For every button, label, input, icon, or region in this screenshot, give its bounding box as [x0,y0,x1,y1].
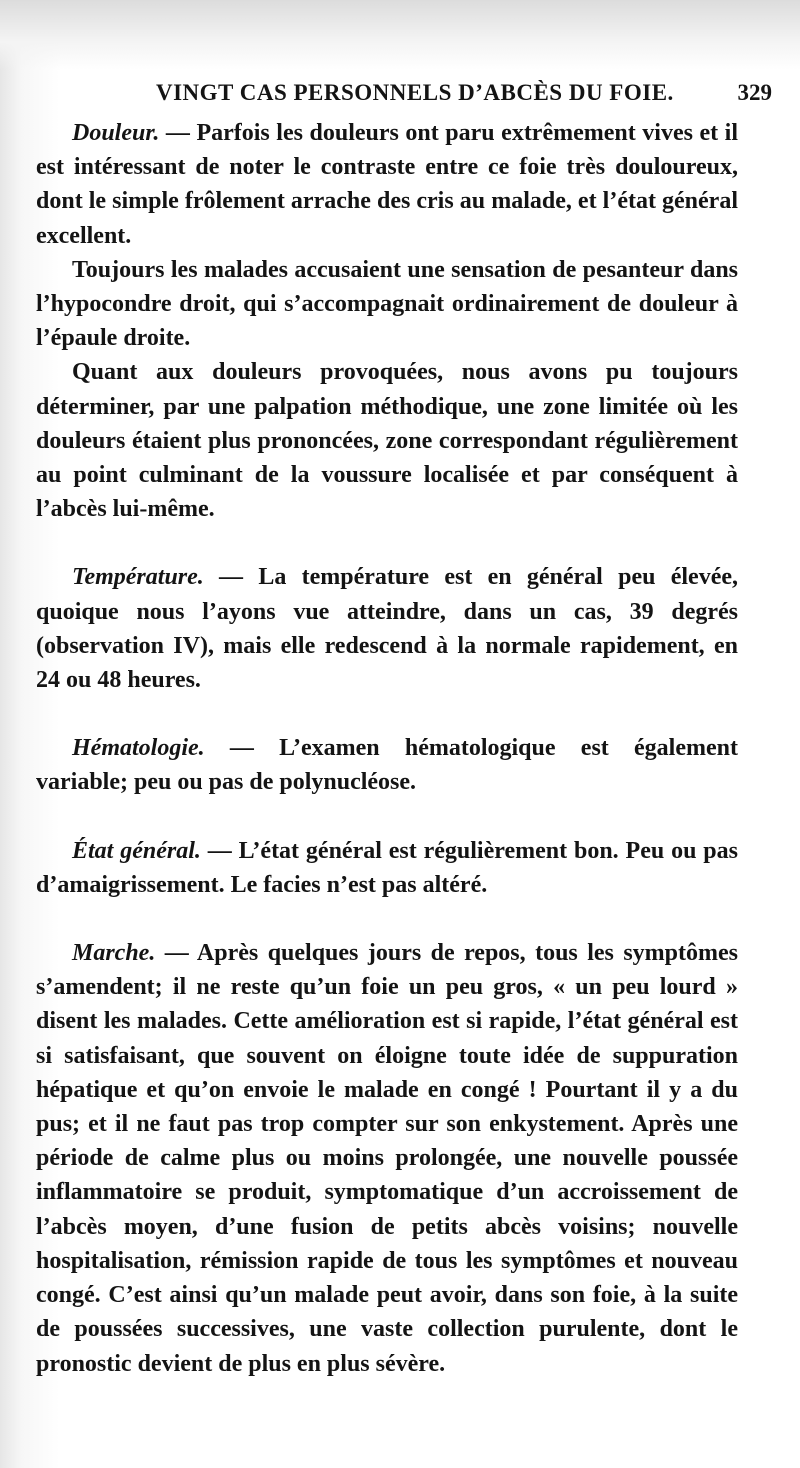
page-number: 329 [737,80,772,105]
body-text [36,116,738,1381]
paragraph-temperature [36,560,738,697]
paragraph-etat-general [36,834,738,902]
run-in-heading: Marche. [72,940,156,967]
paragraph-text: Quant aux douleurs provoquées, nous avons pu toujours déterminer, par une palpation méthodique, une zone limitée où les douleurs étaient plus prononcées, zone correspondant régulièrement au point culminant de la voussure localisée et par conséquent à l’abcès lui-même. [36,359,738,523]
paragraph-douleur [36,116,738,253]
paragraph-douleurs-provoquees [36,355,738,526]
paragraph-text: — Après quelques jours de repos, tous les symptômes s’amendent; il ne reste qu’un foie un peu gros, « un peu lourd » disent les malades. Cette amélioration est si rapide, l’état général est si satisfaisant, que souvent on éloigne toute idée de suppuration hépatique et qu’on envoie le malade en congé ! Pourtant il y a du pus; et il ne faut pas trop compter sur son enkystement. Après une période de calme plus ou moins prolongée, une nouvelle poussée inflammatoire se produit, symptomatique d’un accroissement de l’abcès moyen, d’une fusion de petits abcès voisins; nouvelle hospitalisation, rémission rapide de tous les symptômes et nouveau congé. C’est ainsi qu’un malade peut avoir, dans son foie, à la suite de poussées successives, une vaste collection purulente, dont le pronostic devient de plus en plus sévère. [36,940,738,1377]
paragraph-text: — La température est en général peu élevée, quoique nous l’ayons vue atteindre, dans un cas, 39 degrés (observation IV), mais elle redescend à la normale rapidement, en 24 ou 48 heures. [36,564,738,694]
run-in-heading: Température. [72,564,204,591]
run-in-heading: Hématologie. [72,735,205,762]
paragraph-text: Toujours les malades accusaient une sensation de pesanteur dans l’hypocondre droit, qui s’accompagnait ordinairement de douleur à l’épaule droite. [36,256,738,352]
paragraph-marche [36,936,738,1381]
paragraph-hematologie [36,731,738,799]
paragraph-pesanteur [36,253,738,356]
paragraph-text: — Parfois les douleurs ont paru extrêmement vives et il est intéressant de noter le contraste entre ce foie très douloureux, dont le simple frôlement arrache des cris au malade, et l’état général excellent. [36,120,738,249]
paragraph-text: — L’état général est régulièrement bon. Peu ou pas d’amaigrissement. Le facies n’est pas altéré. [36,837,738,898]
running-title: VINGT CAS PERSONNELS D’ABCÈS DU FOIE. [156,80,674,105]
paragraph-text: — L’examen hématologique est également variable; peu ou pas de polynucléose. [36,735,738,796]
run-in-heading: Douleur. [72,120,160,146]
scan-shadow [0,0,800,70]
run-in-heading: État général. [72,837,201,864]
running-header [36,80,772,114]
